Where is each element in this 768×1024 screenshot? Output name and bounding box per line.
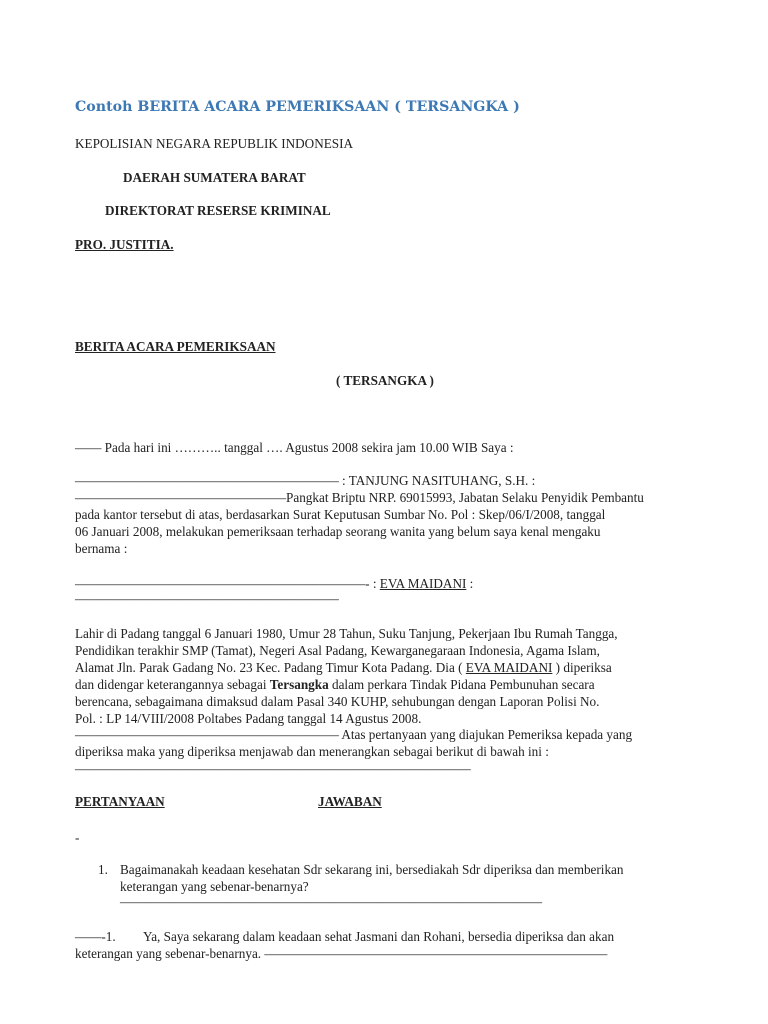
answer-text: keterangan yang sebenar-benarnya. —————————————————————————— [75, 946, 608, 961]
bio-role: Tersangka [269, 677, 329, 692]
bio-line [75, 677, 595, 693]
bio-text: dalam perkara Tindak Pidana Pembunuhan secara [328, 677, 595, 692]
bio-subject-name: EVA MAIDANI [465, 660, 553, 675]
question-text: Bagaimanakah keadaan kesehatan Sdr sekarang ini, bersediakah Sdr diperiksa dan memberikan [120, 862, 624, 877]
intro-line: —— Pada hari ini ……….. tanggal …. Agustus 2008 sekira jam 10.00 WIB Saya : [75, 440, 514, 455]
bio-line: Pol. : LP 14/VIII/2008 Poltabes Padang tanggal 14 Agustus 2008. [75, 711, 422, 726]
examiner-line: ———————————————————— : TANJUNG NASITUHANG, S.H. : [75, 473, 536, 488]
question-intro-line: ———————————————————— Atas pertanyaan yang diajukan Pemeriksa kepada yang [75, 727, 633, 742]
org-line-region: DAERAH SUMATERA BARAT [123, 170, 306, 185]
bio-text: ) diperiksa [552, 660, 612, 675]
answer-text: Ya, Saya sekarang dalam keadaan sehat Jasmani dan Rohani, bersedia diperiksa dan akan [143, 929, 615, 944]
pro-justitia: PRO. JUSTITIA. [75, 237, 174, 252]
subject-suffix: : [466, 576, 474, 591]
bio-text: Alamat Jln. Parak Gadang No. 23 Kec. Padang Timur Kota Padang. Dia ( [75, 660, 466, 675]
question-text: keterangan yang sebenar-benarnya? [120, 879, 309, 894]
column-header-question: PERTANYAAN [75, 794, 165, 809]
bap-subtitle: ( TERSANGKA ) [336, 373, 434, 388]
bio-line: Pendidikan terakhir SMP (Tamat), Negeri Asal Padang, Kewarganegaraan Indonesia, Agama Islam, [75, 643, 600, 658]
examiner-para-line: ————————————————Pangkat Briptu NRP. 69015993, Jabatan Selaku Penyidik Pembantu [75, 490, 644, 505]
subject-name: EVA MAIDANI [379, 576, 467, 591]
bio-line [75, 660, 612, 676]
column-header-answer: JAWABAN [318, 794, 382, 809]
examiner-para-line: bernama : [75, 541, 128, 556]
answer-number: ——-1. [75, 929, 116, 944]
subject-prefix: ——————————————————————- : [75, 576, 380, 591]
examiner-para-line: 06 Januari 2008, melakukan pemeriksaan terhadap seorang wanita yang belum saya kenal mengaku [75, 524, 601, 539]
bio-line: Lahir di Padang tanggal 6 Januari 1980, Umur 28 Tahun, Suku Tanjung, Pekerjaan Ibu Rumah Tangga, [75, 626, 618, 641]
bio-text: dan didengar keterangannya sebagai [75, 677, 270, 692]
bap-title: BERITA ACARA PEMERIKSAAN [75, 339, 276, 354]
subject-line [75, 576, 473, 592]
question-number: 1. [98, 862, 108, 877]
question-intro-line: —————————————————————————————— [75, 761, 471, 776]
examiner-para-line: pada kantor tersebut di atas, berdasarkan Surat Keputusan Sumbar No. Pol : Skep/06/I/2008, tanggal [75, 507, 606, 522]
subject-line-continuation: ———————————————————— [75, 591, 339, 606]
separator-dash: - [75, 830, 80, 845]
org-line-police: KEPOLISIAN NEGARA REPUBLIK INDONESIA [75, 136, 354, 151]
document-heading: Contoh BERITA ACARA PEMERIKSAAN ( TERSANGKA ) [75, 99, 520, 115]
question-intro-line: diperiksa maka yang diperiksa menjawab dan menerangkan sebagai berikut di bawah ini : [75, 744, 549, 759]
bio-line: berencana, sebagaimana dimaksud dalam Pasal 340 KUHP, sehubungan dengan Laporan Polisi No. [75, 694, 600, 709]
org-line-directorate: DIREKTORAT RESERSE KRIMINAL [105, 203, 331, 218]
question-rule: ———————————————————————————————— [120, 894, 542, 909]
